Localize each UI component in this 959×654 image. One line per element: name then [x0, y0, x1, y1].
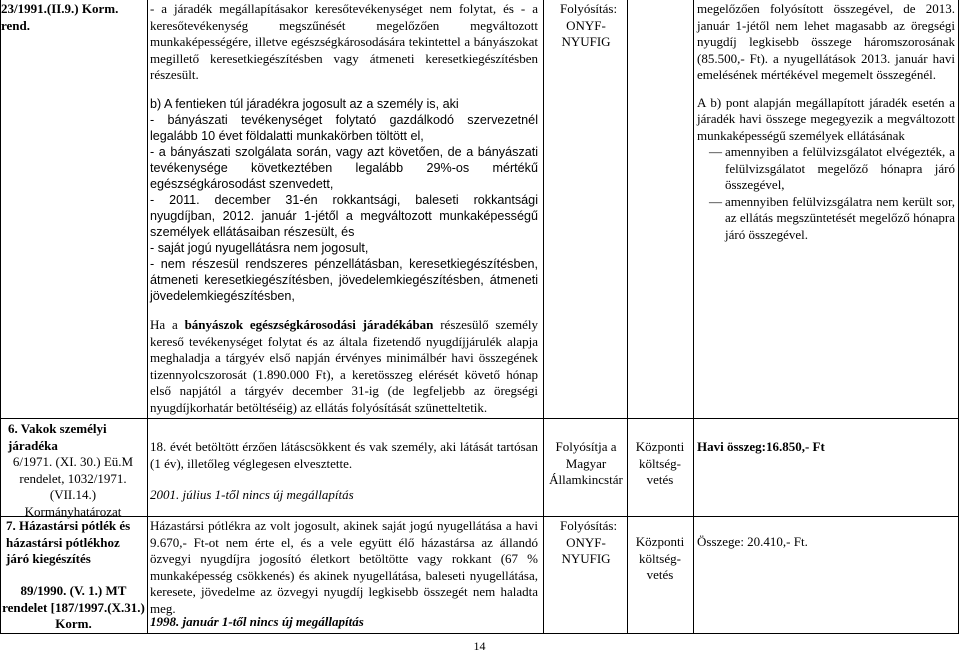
amount-bullet-item: — amennyiben a felülvizsgálatot elvégezték, a felülvizsgálatot megelőző hónapra járó összegével, — [709, 144, 955, 194]
column-divider — [543, 0, 544, 634]
amount-bullet-item: — amennyiben felülvizsgálatra nem került sor, az ellátás megszüntetését megelőző hónapra járó összegével. — [709, 194, 955, 244]
suspension-rule-post: részesülő személy kereső tevékenységet folytat és az általa fizetendő nyugdíjjárulék alapja meghaladja a tárgyév első napján érvényes minimálbér havi összegének tizennyolcszorosát (1.890.000 Ft), a keretösszeg elérését követő hónap első napjától a tárgyév december 31-ig (de legfeljebb az öregségi nyugdíjkorhatár betöltéséig) az ellátás folyósítását szünetteltetik. — [150, 317, 539, 415]
eligibility-conditions: Házastársi pótlékra az volt jogosult, akinek saját jogú nyugellátása a havi 9.670,- Ft-ot nem érte el, és a vele együtt élő házastársa az állandó özvegyi nyugdíjra jogosító életkort betöltötte vagy rokkant (67 % munkaképesség csökkenés) és akinek nyugellátása, baleseti nyugellátása, keresete, jövedelme az özvegyi nyugdíj legkisebb összegét nem haladta meg. — [150, 518, 538, 616]
regulation-reference: 6/1971. (XI. 30.) Eü.M rendelet, 1032/1971. (VII.14.) Kormányhatározat — [12, 454, 134, 519]
suspension-rule — [150, 317, 538, 416]
no-new-grant-note: 1998. január 1-től nincs új megállapítás — [150, 614, 364, 629]
payer-info: Folyósítás: ONYF-NYUFIG — [560, 1, 618, 49]
eligibility-b-item: - nem részesül rendszeres pénzellátásban, keresetkiegészítésben, átmeneti keresetkiegészítésben, jövedelemkiegészítésben, átmeneti jövedelemkiegészítésben, — [150, 257, 538, 303]
monthly-amount: Összege: 20.410,- Ft. — [697, 534, 808, 549]
eligibility-b-item: - bányászati tevékenységet folytató gazdálkodó szervezetnél legalább 10 évet földalatti munkakörben töltött el, — [150, 113, 538, 143]
eligibility-conditions: 18. évét betöltött érzően látáscsökkent és vak személy, aki látását tartósan (1 év), illetőleg véglegesen elvesztette. — [150, 439, 538, 471]
regulation-reference: 89/1990. (V. 1.) MT rendelet [187/1997.(X.31.) Korm. — [2, 583, 145, 631]
amount-description — [697, 1, 955, 243]
suspension-rule-bold: bányászok egészségkárosodási járadékában — [184, 317, 434, 332]
amount-bullet-list — [697, 144, 955, 243]
eligibility-b-section — [150, 96, 538, 304]
monthly-amount: Havi összeg:16.850,- Ft — [697, 439, 825, 454]
benefit-name: 6. Vakok személyi járadéka — [8, 421, 107, 453]
payer-info: Folyósítja a Magyar Államkincstár — [549, 439, 623, 487]
benefit-name: 7. Házastársi pótlék és házastársi pótlékhoz járó kiegészítés — [6, 518, 131, 566]
no-new-grant-note: 2001. július 1-től nincs új megállapítás — [150, 487, 354, 502]
amount-paragraph-b: A b) pont alapján megállapított járadék esetén a járadék havi összege megegyezik a megváltozott munkaképességű személyek ellátásának — [697, 94, 955, 143]
column-divider — [627, 0, 628, 634]
page-number: 14 — [473, 639, 486, 653]
funding-source: Központi költség-vetés — [635, 439, 685, 487]
row-divider — [0, 418, 959, 419]
regulation-reference: 23/1991.(II.9.) Korm. rend. — [1, 1, 119, 33]
eligibility-b-item: - a bányászati szolgálata során, vagy azt követően, de a bányászati tevékenysége következtében legalább 29%-os mértékű egészségkárosodást szenvedett, — [150, 145, 538, 191]
eligibility-b-item: - saját jogú nyugellátásra nem jogosult, — [150, 241, 369, 255]
eligibility-b-item: - 2011. december 31-én rokkantsági, baleseti rokkantsági nyugdíjban, 2012. január 1-jétől a megváltozott munkaképességű személyek ellátásaiban részesült, és — [150, 193, 538, 239]
amount-paragraph: megelőzően folyósított összegével, de 2013. január 1-jétől nem lehet magasabb az öregségi nyugdíj legkisebb összege háromszorosának (85.500,- Ft). a nyugellátások 2013. január havi emelésének mértékével megemelt összegénél. — [697, 1, 955, 82]
eligibility-b-intro: b) A fentieken túl járadékra jogosult az a személy is, aki — [150, 97, 459, 111]
column-divider — [147, 0, 148, 634]
suspension-rule-pre: Ha a — [150, 317, 185, 332]
eligibility-conditions: - a járadék megállapításakor keresőtevékenységet nem folytat, és - a keresőtevékenység megszűnését megelőzően megváltozott munkaképességére, illetve egészségkárosodására tekintettel a bányászokat megillető keresetkiegészítésben vagy átmeneti keresetkiegészítésben részesült. — [150, 1, 538, 82]
payer-info: Folyósítás: ONYF-NYUFIG — [560, 518, 618, 566]
table-border-bottom — [0, 633, 959, 634]
funding-source: Központi költség-vetés — [635, 534, 685, 582]
table-border-left — [0, 0, 1, 634]
column-divider — [693, 0, 694, 634]
